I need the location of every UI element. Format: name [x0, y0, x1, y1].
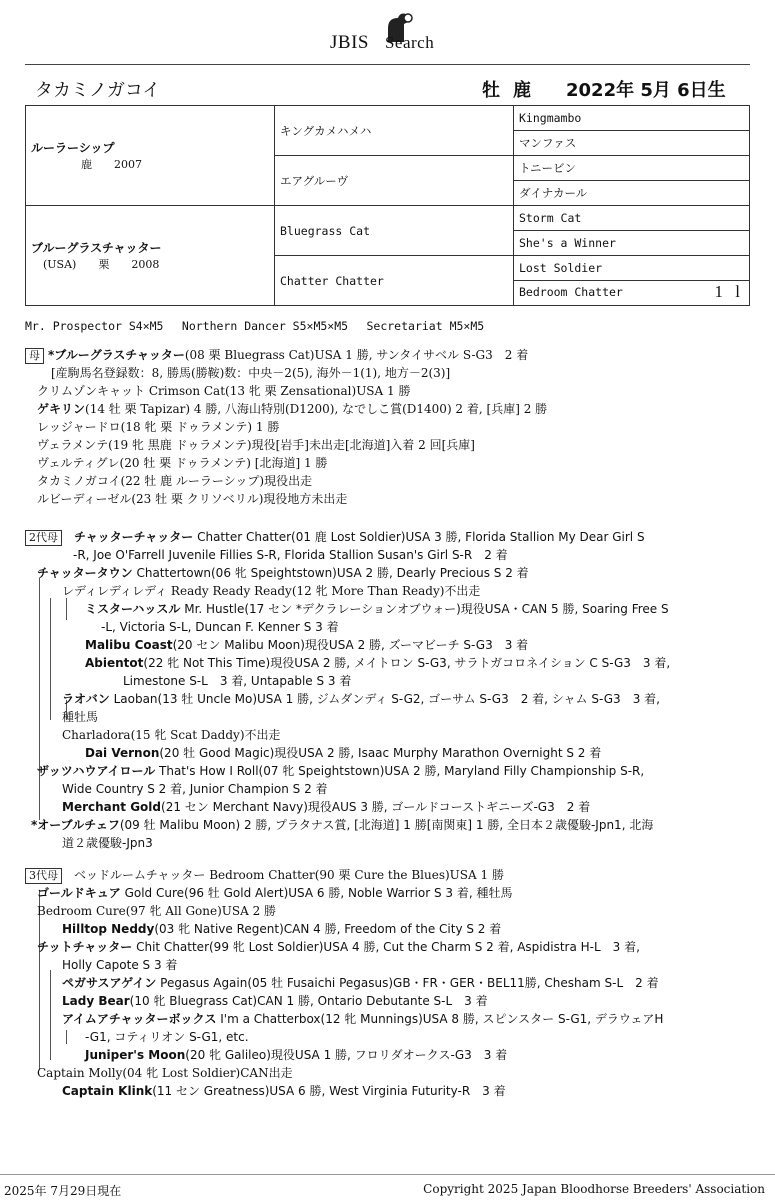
record-text: (09 牡 Malibu Moon) 2 勝, プラタナス賞, [北海道] 1 勝[南関東] 1 勝, 全日本２歳優駿-Jpn1, 北海 — [119, 818, 654, 832]
record-text: Chit Chatter(99 牝 Lost Soldier)USA 4 勝, Cut the Charm S 2 着, Aspidistra H-L 3 着, — [132, 940, 640, 954]
horse-link[interactable]: Abientot — [85, 656, 144, 670]
list-item — [25, 490, 755, 508]
record-text: (20 牝 Galileo)現役USA 1 勝, フロリダオークス-G3 3 着 — [185, 1048, 508, 1062]
record-text: Bedroom Cure(97 牝 All Gone)USA 2 勝 — [37, 904, 277, 918]
record-text: Wide Country S 2 着, Junior Champion S 2 着 — [62, 782, 328, 796]
list-item — [25, 1082, 755, 1100]
footer-rule — [0, 1174, 775, 1175]
record-text: That's How I Roll(07 牝 Speightstown)USA 2 勝, Maryland Filly Championship S-R, — [155, 764, 645, 778]
record-text: クリムゾンキャット Crimson Cat(13 牝 栗 Zensational)USA 1 勝 — [37, 384, 411, 398]
list-item — [25, 600, 755, 618]
list-item — [25, 920, 755, 938]
dam-section — [25, 346, 755, 508]
list-item — [25, 436, 755, 454]
list-item — [25, 654, 755, 672]
record-text: ヴェラメンテ(19 牝 黒鹿 ドゥラメンテ)現役[岩手]未出走[北海道]入着 2 回[兵庫] — [37, 438, 475, 452]
horse-link[interactable]: ゲキリン — [37, 402, 86, 416]
family-number: 1 l — [714, 281, 744, 301]
record-text: (03 牝 Native Regent)CAN 4 勝, Freedom of the City S 2 着 — [154, 922, 502, 936]
logo-text: JBIS Search — [330, 32, 435, 53]
gen3-cell[interactable]: マンファス — [514, 131, 750, 156]
dam-cell — [26, 206, 275, 306]
second-dam-section — [25, 528, 755, 852]
header-rule — [25, 64, 750, 65]
record-text: 道２歳優駿-Jpn3 — [62, 836, 153, 850]
record-text: (20 牡 Good Magic)現役USA 2 勝, Isaac Murphy Marathon Overnight S 2 着 — [159, 746, 602, 760]
list-item — [25, 974, 755, 992]
record-text: Laoban(13 牡 Uncle Mo)USA 1 勝, ジムダンディ S-G2, ゴーサム S-G3 2 着, シャム S-G3 3 着, — [109, 692, 660, 706]
horse-link[interactable]: ゴールドキュア — [37, 886, 121, 900]
horse-sex: 牡 — [482, 80, 500, 101]
list-item — [25, 1046, 755, 1064]
list-item — [25, 564, 755, 582]
record-text: Limestone S-L 3 着, Untapable S 3 着 — [123, 674, 352, 688]
list-item — [25, 726, 755, 744]
record-text: ルビーディーゼル(23 牡 栗 クリソベリル)現役地方未出走 — [37, 492, 348, 506]
inbreeding-line: Mr. Prospector S4×M5 Northern Dancer S5×M5×M5 Secretariat M5×M5 — [25, 319, 485, 333]
list-item — [25, 744, 755, 762]
section-tag: 母 — [25, 348, 44, 364]
jbis-search-logo[interactable] — [330, 10, 460, 55]
horse-link[interactable]: Hilltop Neddy — [62, 922, 155, 936]
record-text: ヴェルティグレ(20 牡 栗 ドゥラメンテ) [北海道] 1 勝 — [37, 456, 328, 470]
horse-link[interactable]: Juniper's Moon — [85, 1048, 186, 1062]
sire-name[interactable]: ルーラーシップ — [31, 141, 115, 155]
list-item — [25, 884, 755, 902]
gen3-cell[interactable]: Lost Soldier — [514, 256, 750, 281]
list-item — [25, 582, 755, 600]
list-item — [25, 454, 755, 472]
horse-link[interactable]: チャッタータウン — [37, 566, 133, 580]
horse-link[interactable]: *オーブルチェフ — [31, 818, 120, 832]
horse-link[interactable]: ペガサスアゲイン — [62, 976, 157, 990]
gen2-cell[interactable]: エアグルーヴ — [275, 156, 514, 206]
list-item — [25, 636, 755, 654]
sire-detail: 鹿 2007 — [81, 158, 142, 171]
list-item — [25, 364, 755, 382]
record-text: -G1, コティリオン S-G1, etc. — [85, 1030, 249, 1044]
list-item — [25, 834, 755, 852]
list-item — [25, 672, 755, 690]
gen2-cell[interactable]: Chatter Chatter — [275, 256, 514, 306]
gen3-cell[interactable]: She's a Winner — [514, 231, 750, 256]
list-item — [25, 866, 755, 884]
list-item — [25, 546, 755, 564]
record-text: ベッドルームチャッター Bedroom Chatter(90 栗 Cure the Blues)USA 1 勝 — [74, 868, 504, 882]
record-text: レッジャードロ(18 牝 栗 ドゥラメンテ) 1 勝 — [37, 420, 280, 434]
record-text: (08 栗 Bluegrass Cat)USA 1 勝, サンタイサベル S-G3 2 着 — [184, 348, 529, 362]
horse-link[interactable]: チットチャッター — [37, 940, 133, 954]
record-text: (14 牡 栗 Tapizar) 4 勝, 八海山特別(D1200), なでしこ賞(D1400) 2 着, [兵庫] 2 勝 — [85, 402, 548, 416]
record-text: 種牡馬 — [62, 710, 99, 724]
record-text: (11 セン Greatness)USA 6 勝, West Virginia Futurity-R 3 着 — [152, 1084, 506, 1098]
record-text: Chattertown(06 牝 Speightstown)USA 2 勝, Dearly Precious S 2 着 — [132, 566, 529, 580]
horse-name: タカミノガコイ — [35, 80, 161, 101]
horse-link[interactable]: アイムアチャッターボックス — [62, 1012, 217, 1026]
horse-link[interactable]: *ブルーグラスチャッター — [48, 348, 185, 362]
horse-birth: 2022年 5月 6日生 — [566, 80, 726, 101]
horse-link[interactable]: Dai Vernon — [85, 746, 160, 760]
list-item — [25, 798, 755, 816]
horse-link[interactable]: Malibu Coast — [85, 638, 173, 652]
section-tag: 2代母 — [25, 530, 62, 546]
list-item — [25, 418, 755, 436]
list-item — [25, 528, 755, 546]
record-text: Holly Capote S 3 着 — [62, 958, 178, 972]
dam-detail: (USA) 栗 2008 — [43, 258, 160, 271]
horse-link[interactable]: Captain Klink — [62, 1084, 153, 1098]
record-text: Pegasus Again(05 牡 Fusaichi Pegasus)GB・FR・GER・BEL11勝, Chesham S-L 2 着 — [156, 976, 659, 990]
list-item — [25, 382, 755, 400]
record-text: Charladora(15 牝 Scat Daddy)不出走 — [62, 728, 281, 742]
gen3-cell[interactable]: ダイナカール — [514, 181, 750, 206]
record-text: I'm a Chatterbox(12 牝 Munnings)USA 8 勝, スピンスター S-G1, デラウェアH — [216, 1012, 664, 1026]
record-text: Chatter Chatter(01 鹿 Lost Soldier)USA 3 勝, Florida Stallion My Dear Girl S — [193, 530, 645, 544]
record-text: -L, Victoria S-L, Duncan F. Kenner S 3 着 — [101, 620, 339, 634]
record-text: (10 牝 Bluegrass Cat)CAN 1 勝, Ontario Debutante S-L 3 着 — [129, 994, 488, 1008]
gen2-cell[interactable]: キングカメハメハ — [275, 106, 514, 156]
list-item — [25, 762, 755, 780]
gen3-cell[interactable]: Kingmambo — [514, 106, 750, 131]
list-item — [25, 1010, 755, 1028]
pedigree-table — [25, 105, 750, 306]
list-item — [25, 1028, 755, 1046]
list-item — [25, 708, 755, 726]
horse-link[interactable]: ミスターハッスル — [85, 602, 181, 616]
record-text: (22 牝 Not This Time)現役USA 2 勝, メイトロン S-G3, サラトガコロネイション C S-G3 3 着, — [143, 656, 671, 670]
record-text: Captain Molly(04 牝 Lost Soldier)CAN出走 — [37, 1066, 293, 1080]
list-item — [25, 618, 755, 636]
list-item — [25, 690, 755, 708]
record-text: タカミノガコイ(22 牡 鹿 ルーラーシップ)現役出走 — [37, 474, 313, 488]
list-item — [25, 938, 755, 956]
list-item — [25, 472, 755, 490]
record-text: Gold Cure(96 牡 Gold Alert)USA 6 勝, Noble Warrior S 3 着, 種牡馬 — [120, 886, 513, 900]
third-dam-section — [25, 866, 755, 1100]
list-item — [25, 816, 755, 834]
record-text: -R, Joe O'Farrell Juvenile Fillies S-R, Florida Stallion Susan's Girl S-R 2 着 — [73, 548, 508, 562]
list-item — [25, 992, 755, 1010]
horse-link[interactable]: ザッツハウアイロール — [37, 764, 156, 778]
record-text: (20 セン Malibu Moon)現役USA 2 勝, ズーマビーチ S-G3 3 着 — [172, 638, 529, 652]
list-item — [25, 780, 755, 798]
sire-cell — [26, 106, 275, 206]
gen3-cell[interactable]: トニービン — [514, 156, 750, 181]
footer-copyright: Copyright 2025 Japan Bloodhorse Breeders' Association — [423, 1182, 765, 1196]
list-item — [25, 956, 755, 974]
record-text: [産駒馬名登録数：8, 勝馬(勝鞍)数：中央－2(5), 海外－1(1), 地方－2(3)] — [51, 366, 451, 380]
gen3-cell — [514, 281, 750, 306]
list-item — [25, 400, 755, 418]
gen2-cell[interactable]: Bluegrass Cat — [275, 206, 514, 256]
horse-link[interactable]: Lady Bear — [62, 994, 130, 1008]
horse-link[interactable]: Merchant Gold — [62, 800, 162, 814]
dam-name[interactable]: ブルーグラスチャッター — [31, 241, 162, 255]
section-tag: 3代母 — [25, 868, 62, 884]
list-item — [25, 1064, 755, 1082]
horse-color: 鹿 — [513, 80, 531, 101]
gen3-cell[interactable]: Storm Cat — [514, 206, 750, 231]
horse-link[interactable]: ラオバン — [62, 692, 110, 706]
list-item — [25, 902, 755, 920]
gen3-name[interactable]: Bedroom Chatter — [519, 284, 623, 299]
list-item — [25, 346, 755, 364]
record-text: (21 セン Merchant Navy)現役AUS 3 勝, ゴールドコーストギニーズ-G3 2 着 — [161, 800, 591, 814]
record-text: Mr. Hustle(17 セン *デクラレーションオブウォー)現役USA・CAN 5 勝, Soaring Free S — [180, 602, 669, 616]
footer-date: 2025年 7月29日現在 — [4, 1184, 122, 1198]
horse-link[interactable]: チャッターチャッター — [74, 530, 194, 544]
record-text: レディレディレディ Ready Ready Ready(12 牝 More Than Ready)不出走 — [62, 584, 481, 598]
